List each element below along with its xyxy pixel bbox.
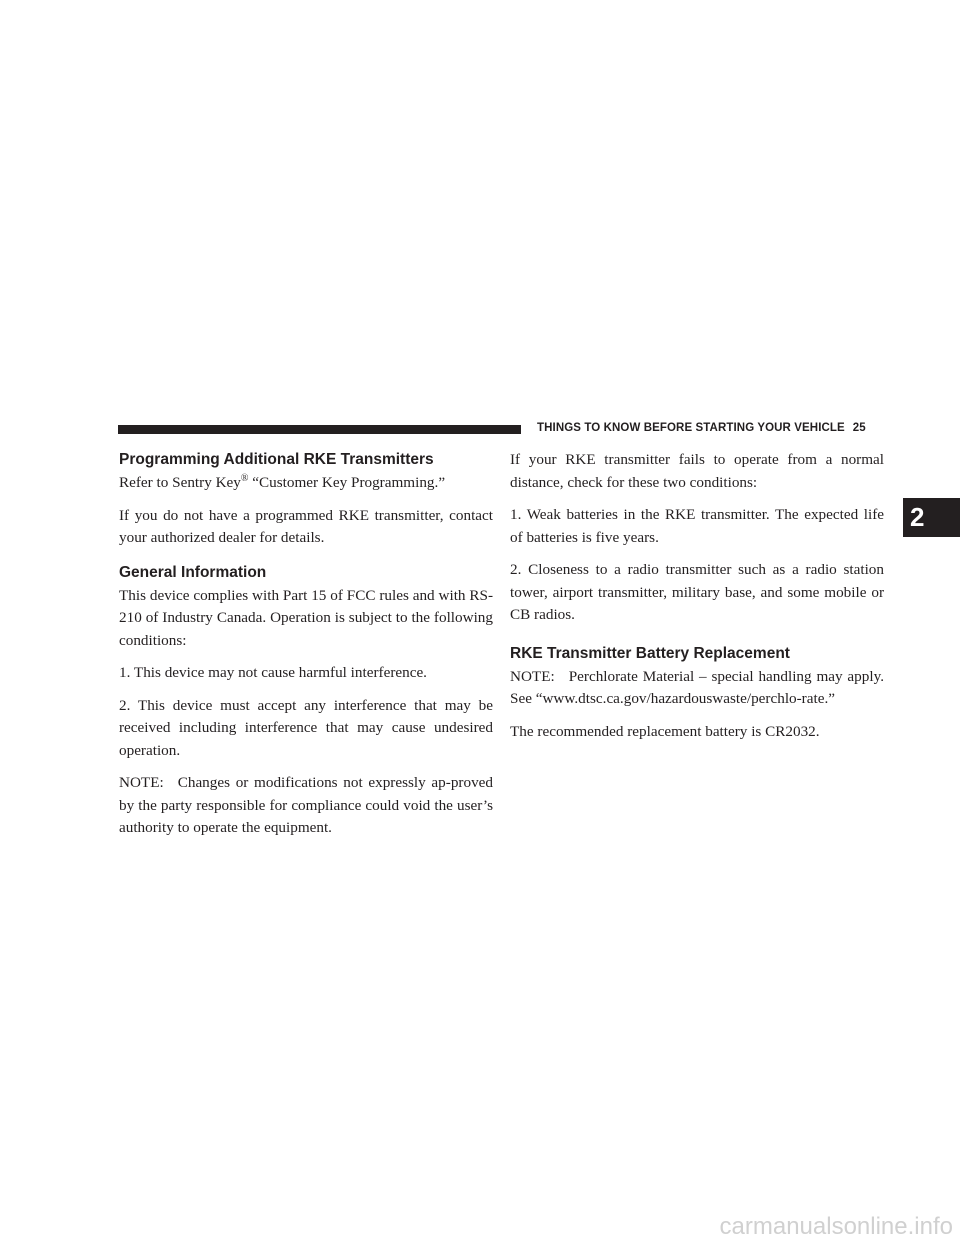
paragraph-battery-type: The recommended replacement battery is CR2032. xyxy=(510,722,820,740)
paragraph-fcc: This device complies with Part 15 of FCC rules and with RS-210 of Industry Canada. Operation is subject to the following conditions: xyxy=(119,586,493,649)
paragraph-closeness: 2. Closeness to a radio transmitter such as a radio station tower, airport transmitter, military base, and some mobile or CB radios. xyxy=(510,561,884,623)
paragraph-fails-to-operate: If your RKE transmitter fails to operate from a normal distance, check for these two conditions: xyxy=(510,451,884,491)
note-paragraph xyxy=(119,772,493,840)
watermark: carmanualsonline.info xyxy=(719,1213,953,1240)
running-header xyxy=(537,422,866,434)
note-paragraph-perchlorate xyxy=(510,666,884,711)
heading-battery-replacement: RKE Transmitter Battery Replacement xyxy=(510,644,790,662)
paragraph-weak-batteries: 1. Weak batteries in the RKE transmitter. The expected life of batteries is five years. xyxy=(510,506,884,546)
paragraph-sentry-key: Refer to Sentry Key® “Customer Key Programming.” xyxy=(119,472,446,491)
note-text: Changes or modifications not expressly ap-proved by the party responsible for compliance could void the user’s authority to operate the equipment. xyxy=(119,774,493,836)
section-title: THINGS TO KNOW BEFORE STARTING YOUR VEHICLE xyxy=(537,422,845,434)
chapter-number: 2 xyxy=(910,502,925,532)
paragraph-contact-dealer: If you do not have a programmed RKE transmitter, contact your authorized dealer for details. xyxy=(119,506,493,546)
paragraph-condition-1: 1. This device may not cause harmful interference. xyxy=(119,664,427,681)
page-number: 25 xyxy=(852,422,866,434)
paragraph-condition-2: 2. This device must accept any interference that may be received including interference that may cause undesired operation. xyxy=(119,696,493,759)
note-label: NOTE: xyxy=(510,667,555,685)
registered-mark: ® xyxy=(240,472,249,484)
heading-general-information: General Information xyxy=(119,563,267,581)
left-column xyxy=(119,449,493,850)
chapter-tab xyxy=(903,498,960,537)
header-rule xyxy=(118,425,521,434)
note-label: NOTE: xyxy=(119,774,164,791)
heading-programming-rke: Programming Additional RKE Transmitters xyxy=(119,451,434,468)
note-text: Perchlorate Material – special handling may apply. See “www.dtsc.ca.gov/hazardouswaste/perchlo-rate.” xyxy=(510,667,884,707)
right-column xyxy=(510,449,884,753)
